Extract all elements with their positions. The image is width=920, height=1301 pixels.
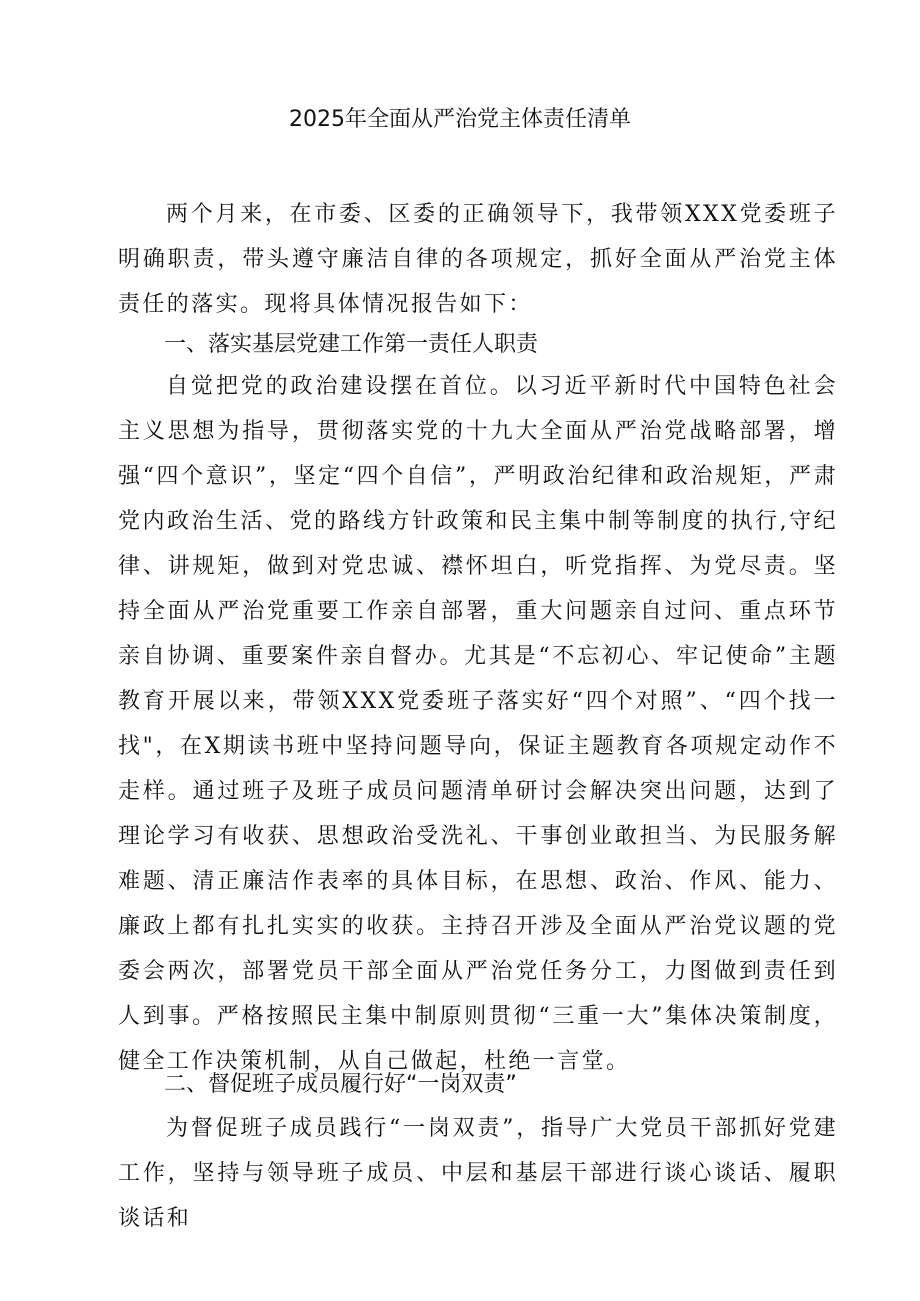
intro-paragraph: 两个月来，在市委、区委的正确领导下，我带领XXX党委班子明确职责，带头遵守廉洁自律的各项规定，抓好全面从严治党主体责任的落实。现将具体情况报告如下： xyxy=(118,202,838,317)
section-2-heading: 二、督促班子成员履行好“一岗双责” xyxy=(164,1072,517,1097)
section-1-heading: 一、落实基层党建工作第一责任人职责 xyxy=(164,332,539,357)
document-title: 2025年全面从严治党主体责任清单 xyxy=(289,107,631,132)
section-2-paragraph: 为督促班子成员践行“一岗双责”，指导广大党员干部抓好党建工作，坚持与领导班子成员、中层和基层干部进行谈心谈话、履职谈话和 xyxy=(118,1116,838,1231)
section-1-paragraph: 自觉把党的政治建设摆在首位。以习近平新时代中国特色社会主义思想为指导，贯彻落实党的十九大全面从严治党战略部署，增强“四个意识”，坚定“四个自信”，严明政治纪律和政治规矩，严肃党内政治生活、党的路线方针政策和民主集中制等制度的执行,守纪律、讲规矩，做到对党忠诚、襟怀坦白，听党指挥、为党尽责。坚持全面从严治党重要工作亲自部署，重大问题亲自过问、重点环节亲自协调、重要案件亲自督办。尤其是“不忘初心、牢记使命”主题教育开展以来，带领XXX党委班子落实好“四个对照”、“四个找一找"，在X期读书班中坚持问题导向，保证主题教育各项规定动作不走样。通过班子及班子成员问题清单研讨会解决突出问题，达到了理论学习有收获、思想政治受洗礼、干事创业敢担当、为民服务解难题、清正廉洁作表率的具体目标，在思想、政治、作风、能力、廉政上都有扎扎实实的收获。主持召开涉及全面从严治党议题的党委会两次，部署党员干部全面从严治党任务分工，力图做到责任到人到事。严格按照民主集中制原则贯彻“三重一大”集体决策制度，健全工作决策机制，从自己做起，杜绝一言堂。 xyxy=(118,374,838,1074)
